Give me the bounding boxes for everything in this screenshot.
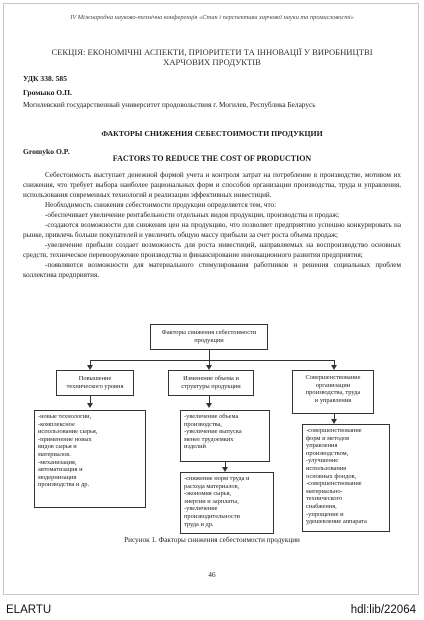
factor-volume-structure: Изменение объема и структуры продукции (168, 370, 254, 396)
handle-id: hdl:lib/22064 (350, 604, 416, 616)
factor-list-volume: -увеличение объема производства, -увеличение выпуска менее трудоемких изделий (180, 410, 270, 462)
article-title-ru: ФАКТОРЫ СНИЖЕНИЯ СЕБЕСТОИМОСТИ ПРОДУКЦИИ (101, 129, 323, 138)
arrow-down-icon (87, 403, 93, 408)
list-item: -появляются возможности для материального стимулирования работников и решения социальных проблем коллектива предприятия. (23, 261, 401, 279)
factor-list-norms: -снижение норм труда и расхода материалов, -экономия сырья, энергии и зарплаты, -увеличение производительности труда и др. (180, 472, 274, 534)
factor-list-technical: -новые технологии, -комплексное использование сырья, -применение новых видов сырья и материалов. -механизация, автоматизация и модернизация производства и др. (34, 410, 146, 508)
connector-line (90, 360, 334, 361)
paragraph: Себестоимость выступает денежной формой учета и контроля затрат на потребление в производстве, мотивом их снижения, что требует выбора наиболее рациональных форм и способов организации производства, труда и управления, использования современных технологий и реализации эффективных инвестиций. (23, 171, 401, 199)
figure-caption: Рисунок 1. Факторы снижения себестоимости продукции (124, 536, 300, 544)
section-title-line-2: ХАРЧОВИХ ПРОДУКТІВ (163, 57, 261, 67)
list-item: -увеличение прибыли создает возможность для роста инвестиций, направляемых на воспроизводство основных средств, техническое перевооружение производства и финансирование инновационного развития предприятия; (23, 241, 401, 259)
repository-label: ELARTU (6, 604, 52, 616)
list-item: -создаются возможности для снижения цен на продукцию, что позволяет предприятию успешно конкурировать на рынке, привлечь больше покупателей и увеличить общую массу прибыли за счет роста объема продаж; (23, 221, 401, 239)
article-title-en: FACTORS TO REDUCE THE COST OF PRODUCTION (112, 154, 312, 163)
document-page (3, 3, 419, 595)
arrow-down-icon (206, 403, 212, 408)
conference-header: IV Міжнародна науково-технічна конференція «Стан і перспективи харчової науки та промисловості» (70, 14, 354, 21)
affiliation: Могилевский государственный университет продовольствия г. Могилев, Республика Беларусь (23, 100, 316, 109)
connector-line (209, 350, 210, 360)
factor-list-organization: -совершенствование форм и методов управления производством, -улучшение использования основных фондов, -совершенствование материально- технического снабжения, -упрощение и удешевление аппарата (302, 424, 390, 532)
author-name: Громыко О.П. (23, 88, 72, 97)
factor-technical-level: Повышение технического уровня (56, 370, 134, 396)
page-number: 46 (208, 571, 216, 579)
author-name-en: Gromyko O.P. (23, 147, 70, 156)
diagram-root-box: Факторы снижения себестоимости продукции (150, 324, 268, 350)
footer-bar (0, 600, 424, 620)
paragraph: Необходимость снижения себестоимости продукции определяется тем, что: (45, 201, 277, 209)
article-body (23, 170, 401, 280)
section-title-line-1: СЕКЦІЯ: ЕКОНОМІЧНІ АСПЕКТИ, ПРІОРИТЕТИ ТА ІННОВАЦІЇ У ВИРОБНИЦТВІ (51, 47, 373, 57)
factor-organization: Совершенствование организации производства, труда и управления (292, 370, 374, 414)
list-item: -обеспечивает увеличение рентабельности отдельных видов продукции, производства и продаж; (45, 211, 340, 219)
udc-code: УДК 338. 585 (23, 74, 68, 83)
